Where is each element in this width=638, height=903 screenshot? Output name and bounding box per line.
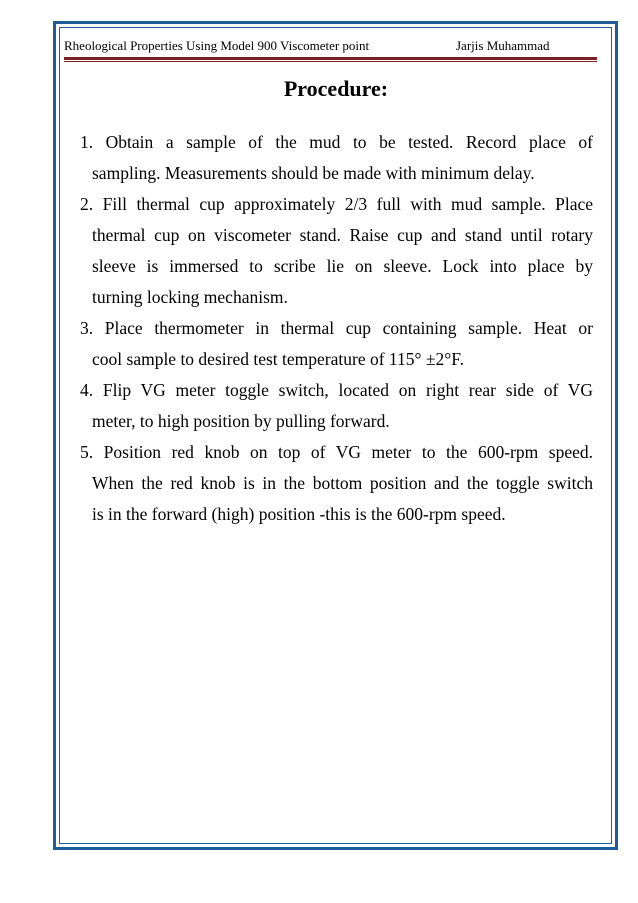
step-line: turning locking mechanism. (92, 287, 288, 307)
step-line: sampling. Measurements should be made with minimum delay. (92, 163, 535, 183)
step-line: When the red knob is in the bottom position and the toggle switch (92, 473, 593, 493)
header-author: Jarjis Muhammad (456, 38, 550, 53)
step-line: thermal cup on viscometer stand. Raise cup and stand until rotary (92, 225, 593, 245)
step-line: 4. Flip VG meter toggle switch, located on right rear side of VG (80, 380, 593, 400)
step-line: 1. Obtain a sample of the mud to be tested. Record place of (80, 132, 593, 152)
procedure-steps (80, 127, 593, 530)
step-line: is in the forward (high) position -this is the 600-rpm speed. (92, 504, 506, 524)
header-rule-thin (64, 61, 597, 62)
procedure-step-3 (80, 313, 593, 375)
step-line: sleeve is immersed to scribe lie on sleeve. Lock into place by (92, 256, 593, 276)
page-header (64, 37, 597, 55)
header-rule (64, 57, 597, 60)
step-line: cool sample to desired test temperature of 115° ±2°F. (92, 349, 464, 369)
procedure-step-2 (80, 189, 593, 313)
procedure-step-4 (80, 375, 593, 437)
section-title: Procedure: (283, 76, 389, 101)
procedure-step-5 (80, 437, 593, 530)
step-line: meter, to high position by pulling forward. (92, 411, 390, 431)
step-line: 5. Position red knob on top of VG meter to the 600-rpm speed. (80, 442, 593, 462)
procedure-step-1 (80, 127, 593, 189)
step-line: 2. Fill thermal cup approximately 2/3 full with mud sample. Place (80, 194, 593, 214)
step-line: 3. Place thermometer in thermal cup containing sample. Heat or (80, 318, 593, 338)
header-document-title: Rheological Properties Using Model 900 Viscometer point (64, 38, 370, 53)
